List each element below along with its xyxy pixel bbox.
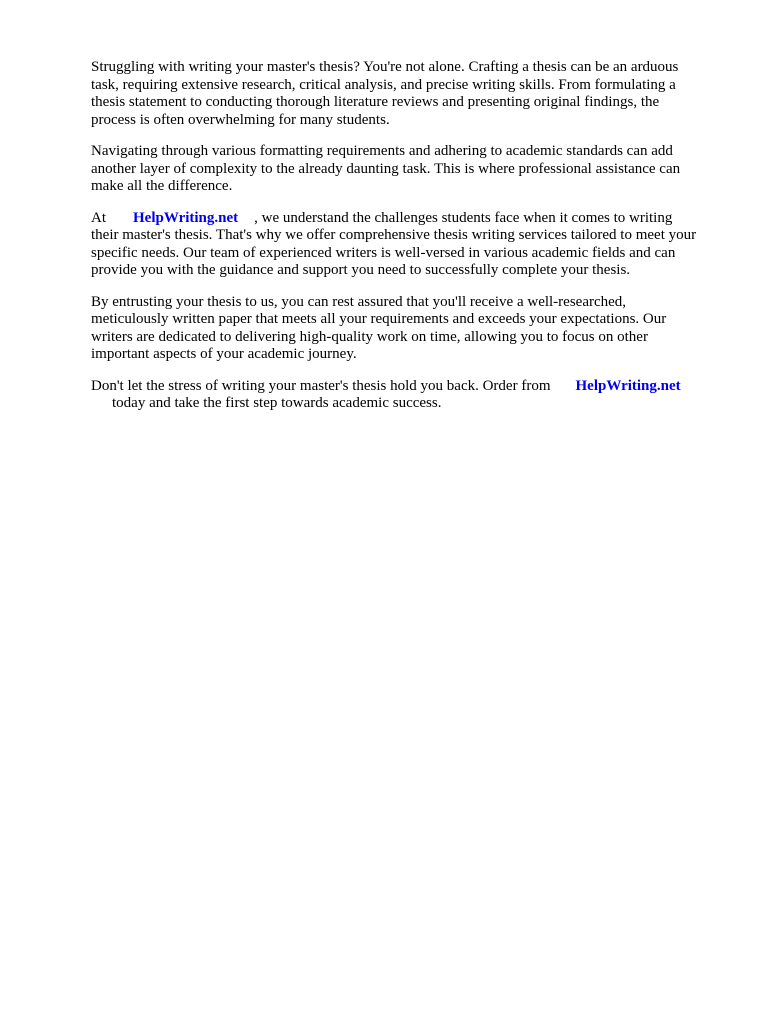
document-page: [91, 59, 731, 427]
paragraph-formatting: [91, 143, 731, 196]
helpwriting-link[interactable]: HelpWriting.net: [133, 209, 239, 226]
text-line: By entrusting your thesis to us, you can rest assured that you'll receive a well-researched,: [91, 293, 627, 310]
text-line: [91, 378, 731, 396]
text-line: writers are dedicated to delivering high-quality work on time, allowing you to focus on other: [91, 328, 648, 345]
text-line: [91, 210, 731, 228]
text-line: process is often overwhelming for many students.: [91, 111, 390, 128]
lead-text: Don't let the stress of writing your master's thesis hold you back. Order from: [91, 377, 551, 394]
helpwriting-link[interactable]: HelpWriting.net: [575, 377, 681, 394]
paragraph-intro: [91, 59, 731, 129]
text-line: today and take the first step towards academic success.: [112, 395, 442, 411]
text-line: meticulously written paper that meets all your requirements and exceeds your expectations. Our: [91, 311, 667, 327]
paragraph-assurance: [91, 294, 731, 364]
text-line: make all the difference.: [91, 178, 233, 194]
text-line: another layer of complexity to the already daunting task. This is where professional assistance can: [91, 160, 681, 177]
text-line: provide you with the guidance and support you need to successfully complete your thesis.: [91, 262, 631, 278]
text-line: specific needs. Our team of experienced writers is well-versed in various academic fields and can: [91, 244, 676, 261]
after-link-text: , we understand the challenges students face when it comes to writing: [254, 209, 673, 226]
text-line: Struggling with writing your master's thesis? You're not alone. Crafting a thesis can be an arduous: [91, 59, 679, 75]
lead-text: At: [91, 209, 106, 226]
paragraph-call-to-action: [91, 378, 731, 413]
text-line: task, requiring extensive research, critical analysis, and precise writing skills. From formulating a: [91, 76, 676, 93]
text-line: important aspects of your academic journey.: [91, 346, 357, 362]
text-line: their master's thesis. That's why we offer comprehensive thesis writing services tailored to meet your: [91, 227, 697, 243]
text-line: Navigating through various formatting requirements and adhering to academic standards can add: [91, 143, 673, 159]
text-line: thesis statement to conducting thorough literature reviews and presenting original findings, the: [91, 94, 660, 110]
paragraph-services: [91, 210, 731, 280]
